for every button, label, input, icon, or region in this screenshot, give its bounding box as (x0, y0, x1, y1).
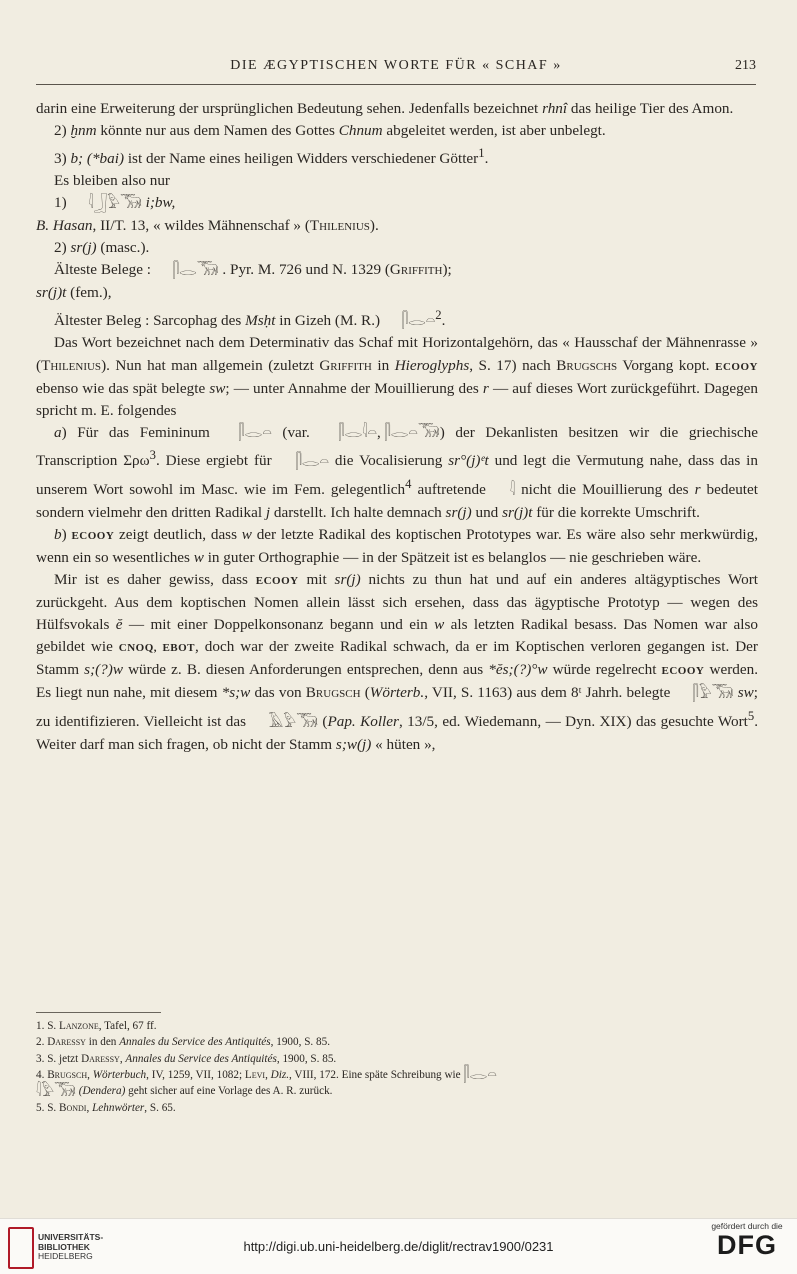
header-rule (36, 84, 756, 85)
paragraph-a: a) Für das Femininum 𓋴𓂋𓏏 (var. 𓋴𓂋𓇋𓏏, 𓋴𓂋𓏏𓃝) der Dekanlisten besitzen wir die griechische Transcription Σρω$^3$. Diese ergiebt für 𓋴𓂋𓏏 die Vocalisierung sr°(j)ᵉt und legt die Vermutung nahe, dass das in unserem Wort sowohl im Masc. wie im Fem. gelegentlich$^4$ auftretende 𓇋 nicht die Mouillierung des r bedeutet sondern vielmehr den dritten Radikal j darstellt. Ich halte demnach sr(j) und sr(j)t für die korrekte Umschrift. (36, 423, 759, 521)
viewer-footer (0, 1218, 797, 1274)
paragraph-item-2: 2) ḫnm könnte nur aus dem Namen des Gottes Chnum abgeleitet werden, ist aber unbelegt. (54, 122, 606, 140)
footnote-4-cont: 𓇋𓅱𓃝 (Dendera) geht sicher auf eine Vorlage des A. R. zurück. (36, 1083, 333, 1100)
hieroglyph-srt-icon: 𓋴𓂋𓏏 (401, 313, 436, 330)
body-text (36, 98, 758, 756)
footnote-4: 4. Brugsch, Wörterbuch, IV, 1259, VII, 1082; Levi, Diz., VIII, 172. Eine späte Schreibung wie 𓋴𓂋𓏏 (36, 1067, 497, 1084)
list-item-2: 2) sr(j) (masc.). (54, 239, 150, 257)
list-item-1: 1) 𓇋𓃀𓅱𓃝 i;bw, (36, 192, 758, 215)
hieroglyph-srt-fem-icon: 𓋴𓂋𓏏 (238, 425, 272, 442)
paragraph-conclusion: Mir ist es daher gewiss, dass ECOOY mit sr(j) nichts zu thun hat und auf ein anderes altägyptisches Wort zurückgeht. Aus dem koptischen Nomen allein lässt sich ersehen, dass das ägyptische Prototyp — wegen des Hülfsvokals ĕ — mit einer Doppelkonsonanz begann und ein w als letzten Radikal besass. Das Nomen war also gebildet wie CNOQ, EBOT, doch war der zweite Radikal schwach, da er im Koptischen verloren gegangen ist. Der Stamm s;(?)w würde z. B. diesen Anforderungen entsprechen, denn aus *ĕs;(?)°w würde regelrecht ECOOY werden. Es liegt nun nahe, mit diesem *s;w das von Brugsch (Wörterb., VII, S. 1163) aus dem 8ᵗ Jahrh. belegte 𓋴𓅱𓃝 sw; zu identifizieren. Vielleicht ist das 𓄿𓅱𓃝 (Pap. Koller, 13/5, ed. Wiedemann, — Dyn. XIX) das gesuchte Wort$^5$. Weiter darf man sich fragen, ob nicht der Stamm s;w(j) « hüten », (36, 570, 759, 753)
hieroglyph-group-icon: 𓇋𓃀𓅱𓃝 (88, 195, 142, 212)
footnote-rule (36, 1012, 161, 1013)
hieroglyph-papkoller-icon: 𓄿𓅱𓃝 (268, 714, 318, 731)
hieroglyph-sw-icon-2: 𓇋𓅱𓃝 (36, 1083, 76, 1100)
running-header (36, 58, 756, 80)
footnote-1: 1. S. Lanzone, Tafel, 67 ff. (36, 1020, 157, 1032)
list-item-2-fem: sr(j)t (fem.), (36, 283, 112, 301)
paragraph-b: b) ECOOY zeigt deutlich, dass w der letzte Radikal des koptischen Prototypes war. Es wäre also sehr merkwürdig, wenn ein so wesentliches w in guter Orthographie — in der Spätzeit ist es belanglos — nie geschrieben wäre. (36, 525, 758, 566)
paragraph-continuation: darin eine Erweiterung der ursprünglichen Bedeutung sehen. Jedenfalls bezeichnet rhnî das heilige Tier des Amon. (36, 100, 734, 117)
footnotes (36, 1018, 758, 1116)
footnote-5: 5. S. Bondi, Lehnwörter, S. 65. (36, 1102, 176, 1115)
footnote-2: 2. Daressy in den Annales du Service des Antiquités, 1900, S. 85. (36, 1036, 330, 1049)
list-item-2-beleg: Ältester Beleg : Sarcophag des Msḥt in Gizeh (M. R.) 𓋴𓂋𓏏$^2$. (36, 304, 758, 333)
permalink-url[interactable]: http://digi.ub.uni-heidelberg.de/diglit/rectrav1900/0231 (243, 1239, 554, 1254)
header-title: DIE ÆGYPTISCHEN WORTE FÜR « SCHAF » (230, 58, 562, 73)
hieroglyph-srt-icon-3: 𓋴𓂋𓏏 (463, 1067, 497, 1084)
hieroglyph-sr-icon: 𓋴𓂋𓃝 (172, 262, 219, 279)
paragraph-determinative: Das Wort bezeichnet nach dem Determinativ das Schaf mit Horizontalgehörn, das « Hausschaf der Mähnenrasse » (Thilenius). Nun hat man allgemein (zuletzt Griffith in Hieroglyphs, S. 17) nach Brugschs Vorgang kopt. ECOOY ebenso wie das spät belegte sw; — unter Annahme der Mouillierung des r — auf dieses Wort zurückgeführt. Dagegen spricht m. E. folgendes (36, 334, 758, 419)
footnote-3: 3. S. jetzt Daressy, Annales du Service des Antiquités, 1900, S. 85. (36, 1052, 337, 1065)
list-item-2-belege: Älteste Belege : 𓋴𓂋𓃝 . Pyr. M. 726 und N. 1329 (Griffith); (36, 259, 758, 282)
page-number: 213 (735, 58, 756, 73)
hieroglyph-sw-icon: 𓋴𓅱𓃝 (692, 685, 734, 702)
dfg-logo[interactable]: gefördert durch die DFG (711, 1221, 783, 1260)
hieroglyph-srt-icon-2: 𓋴𓂋𓏏 (295, 453, 329, 470)
paragraph-item-3: 3) b; (*bai) ist der Name eines heiligen Widders verschiedener Götter$^1$. (54, 146, 489, 168)
hieroglyph-reed-icon: 𓇋 (509, 482, 516, 499)
logo-text: UNIVERSITÄTS- BIBLIOTHEK HEIDELBERG (38, 1232, 104, 1261)
list-item-1-source: B. Hasan, II/T. 13, « wildes Mähnenschaf » (Thilenius). (36, 217, 379, 234)
hieroglyph-var-icon: 𓋴𓂋𓇋𓏏, 𓋴𓂋𓏏𓃝 (338, 425, 440, 442)
paragraph-intro-list: Es bleiben also nur (54, 172, 170, 190)
